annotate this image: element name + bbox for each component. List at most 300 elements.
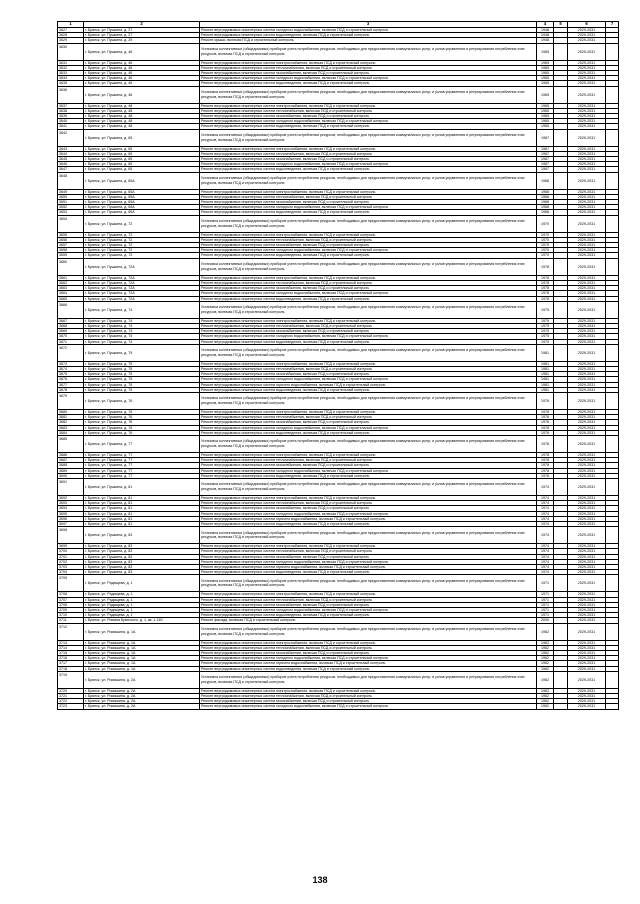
row-number-cell: 3633 <box>58 71 84 76</box>
work-description-cell: Ремонт внутридомовых инженерных систем теплоснабжения, включая ПСД и строительный контроль <box>200 645 537 650</box>
period-cell: 2029-2031 <box>568 608 606 613</box>
build-year-cell: 1967 <box>537 162 554 167</box>
build-year-cell: 1976 <box>537 409 554 414</box>
build-year-cell: 1970 <box>537 215 554 232</box>
period-cell: 2029-2031 <box>568 28 606 33</box>
address-cell: г. Брянск, ул. Пушкина, д. 74 <box>84 339 200 344</box>
period-cell: 2029-2031 <box>568 232 606 237</box>
address-cell: г. Брянск, ул. Пушкина, д. 76 <box>84 415 200 420</box>
row-number-cell: 3663 <box>58 286 84 291</box>
row-number-cell: 3710 <box>58 613 84 618</box>
work-description-cell: Установка коллективных (общедомовых) приборов учета потребления ресурсов, необходимых для предоставления коммунальных услуг, и узлов управления и регулирования потребления этих ресурсов, включая ПСД и строительный контроль <box>200 478 537 495</box>
period-cell: 2029-2031 <box>568 645 606 650</box>
work-description-cell: Ремонт внутридомовых инженерных систем газоснабжения, включая ПСД и строительный контроль <box>200 602 537 607</box>
build-year-cell: 1967 <box>537 167 554 172</box>
row-number-cell: 3718 <box>58 666 84 671</box>
work-description-cell: Ремонт внутридомовых инженерных систем холодного водоснабжения, включая ПСД и строительный контроль <box>200 559 537 564</box>
address-cell: г. Брянск, ул. Пушкина, д. 76 <box>84 425 200 430</box>
row-number-cell: 3631 <box>58 60 84 65</box>
period-cell: 2029-2031 <box>568 361 606 366</box>
work-description-cell: Установка коллективных (общедомовых) приборов учета потребления ресурсов, необходимых для предоставления коммунальных услуг, и узлов управления и регулирования потребления этих ресурсов, включая ПСД и строительный контроль <box>200 623 537 640</box>
work-description-cell: Ремонт внутридомовых инженерных систем водоотведения, включая ПСД и строительный контроль <box>200 167 537 172</box>
address-cell: г. Брянск, ул. Ромашина, д. 1А <box>84 640 200 645</box>
build-year-cell: 1976 <box>537 430 554 435</box>
build-year-cell: 1976 <box>537 392 554 409</box>
row-number-cell: 3685 <box>58 435 84 452</box>
build-year-cell: 1965 <box>537 76 554 81</box>
period-cell: 2029-2031 <box>568 60 606 65</box>
row-number-cell: 3665 <box>58 296 84 301</box>
build-year-cell: 1971 <box>537 602 554 607</box>
build-year-cell: 1965 <box>537 119 554 124</box>
build-year-cell: 1968 <box>537 205 554 210</box>
row-number-cell: 3656 <box>58 237 84 242</box>
period-cell: 2029-2031 <box>568 618 606 623</box>
table-row <box>58 301 619 318</box>
period-cell: 2029-2031 <box>568 296 606 301</box>
row-number-cell: 3673 <box>58 361 84 366</box>
period-cell: 2029-2031 <box>568 452 606 457</box>
address-cell: г. Брянск, ул. Пушкина, д. 72 <box>84 253 200 258</box>
build-year-cell: 1981 <box>537 387 554 392</box>
period-cell: 2029-2031 <box>568 597 606 602</box>
row-number-cell: 3667 <box>58 318 84 323</box>
row-number-cell: 3670 <box>58 334 84 339</box>
row-number-cell: 3723 <box>58 704 84 709</box>
row-number-cell: 3682 <box>58 420 84 425</box>
work-description-cell: Установка коллективных (общедомовых) приборов учета потребления ресурсов, необходимых для предоставления коммунальных услуг, и узлов управления и регулирования потребления этих ресурсов, включая ПСД и строительный контроль <box>200 344 537 361</box>
build-year-cell: 1962 <box>537 694 554 699</box>
period-cell: 2029-2031 <box>568 430 606 435</box>
work-description-cell: Установка коллективных (общедомовых) приборов учета потребления ресурсов, необходимых для предоставления коммунальных услуг, и узлов управления и регулирования потребления этих ресурсов, включая ПСД и строительный контроль <box>200 435 537 452</box>
row-number-cell: 3709 <box>58 608 84 613</box>
address-cell: г. Брянск, ул. Пушкина, д. 81 <box>84 506 200 511</box>
period-cell: 2029-2031 <box>568 157 606 162</box>
work-description-cell: Ремонт внутридомовых инженерных систем холодного водоснабжения, включая ПСД и строительный контроль <box>200 704 537 709</box>
table-row <box>58 704 619 709</box>
address-cell: г. Брянск, ул. Пушкина, д. 74 <box>84 334 200 339</box>
work-description-cell: Ремонт внутридомовых инженерных систем водоотведения, включая ПСД и строительный контроль <box>200 210 537 215</box>
address-cell: г. Брянск, ул. Пушкина, д. 83 <box>84 549 200 554</box>
row-number-cell: 3711 <box>58 618 84 623</box>
period-cell: 2029-2031 <box>568 237 606 242</box>
build-year-cell: 1965 <box>537 71 554 76</box>
col-5-cell <box>554 215 568 232</box>
address-cell: г. Брянск, ул. Пушкина, д. 77 <box>84 452 200 457</box>
build-year-cell: 1974 <box>537 516 554 521</box>
col-5-cell <box>554 478 568 495</box>
address-cell: г. Брянск, ул. Пушкина, д. 72 <box>84 248 200 253</box>
period-cell: 2029-2031 <box>568 425 606 430</box>
address-cell: г. Брянск, ул. Радищева, д. 1 <box>84 602 200 607</box>
address-cell: г. Брянск, ул. Пушкина, д. 81 <box>84 516 200 521</box>
period-cell: 2029-2031 <box>568 162 606 167</box>
table-row <box>58 478 619 495</box>
row-number-cell: 3666 <box>58 301 84 318</box>
build-year-cell: 1968 <box>537 200 554 205</box>
build-year-cell: 1965 <box>537 108 554 113</box>
address-cell: г. Брянск, ул. Пушкина, д. 46 <box>84 81 200 86</box>
period-cell: 2029-2031 <box>568 329 606 334</box>
build-year-cell: 1978 <box>537 463 554 468</box>
col-7-cell <box>606 623 619 640</box>
work-description-cell: Ремонт внутридомовых инженерных систем газоснабжения, включая ПСД и строительный контроль <box>200 463 537 468</box>
address-cell: г. Брянск, ул. Пушкина, д. 65 <box>84 157 200 162</box>
work-description-cell: Ремонт внутридомовых инженерных систем водоотведения, включая ПСД и строительный контроль <box>200 570 537 575</box>
address-cell: г. Брянск, ул. Пушкина, д. 48 <box>84 119 200 124</box>
work-description-cell: Установка коллективных (общедомовых) приборов учета потребления ресурсов, необходимых для предоставления коммунальных услуг, и узлов управления и регулирования потребления этих ресурсов, включая ПСД и строительный контроль <box>200 301 537 318</box>
work-description-cell: Ремонт внутридомовых инженерных систем холодного водоснабжения, включая ПСД и строительный контроль <box>200 205 537 210</box>
table-row <box>58 344 619 361</box>
col-header-7: 7 <box>606 22 619 28</box>
build-year-cell: 1978 <box>537 452 554 457</box>
work-description-cell: Ремонт внутридомовых инженерных систем холодного водоснабжения, включая ПСД и строительный контроль <box>200 656 537 661</box>
work-description-cell: Ремонт внутридомовых инженерных систем газоснабжения, включая ПСД и строительный контроль <box>200 420 537 425</box>
period-cell: 2029-2031 <box>568 71 606 76</box>
period-cell: 2029-2031 <box>568 473 606 478</box>
work-description-cell: Установка коллективных (общедомовых) приборов учета потребления ресурсов, необходимых для предоставления коммунальных услуг, и узлов управления и регулирования потребления этих ресурсов, включая ПСД и строительный контроль <box>200 575 537 592</box>
build-year-cell: 1981 <box>537 382 554 387</box>
row-number-cell: 3653 <box>58 210 84 215</box>
period-cell: 2029-2031 <box>568 661 606 666</box>
period-cell: 2029-2031 <box>568 258 606 275</box>
row-number-cell: 3649 <box>58 189 84 194</box>
address-cell: г. Брянск, ул. Пушкина, д. 72 <box>84 243 200 248</box>
work-description-cell: Ремонт внутридомовых инженерных систем горячего водоснабжения, включая ПСД и строительный контроль <box>200 382 537 387</box>
build-year-cell: 1971 <box>537 608 554 613</box>
col-7-cell <box>606 435 619 452</box>
address-cell: г. Брянск, ул. Радищева, д. 1 <box>84 597 200 602</box>
address-cell: г. Брянск, ул. Пушкина, д. 75 <box>84 361 200 366</box>
row-number-cell: 3647 <box>58 167 84 172</box>
address-cell: г. Брянск, ул. Пушкина, д. 48 <box>84 108 200 113</box>
build-year-cell: 1962 <box>537 704 554 709</box>
row-number-cell: 3654 <box>58 215 84 232</box>
col-7-cell <box>606 43 619 60</box>
work-description-cell: Установка коллективных (общедомовых) приборов учета потребления ресурсов, необходимых для предоставления коммунальных услуг, и узлов управления и регулирования потребления этих ресурсов, включая ПСД и строительный контроль <box>200 172 537 189</box>
address-cell: г. Брянск, ул. Романа Брянского, д. 1, кв. 1-160 <box>84 618 200 623</box>
address-cell: г. Брянск, ул. Пушкина, д. 81 <box>84 511 200 516</box>
row-number-cell: 3698 <box>58 527 84 544</box>
address-cell: г. Брянск, ул. Ромашина, д. 1А <box>84 656 200 661</box>
build-year-cell: 1962 <box>537 699 554 704</box>
row-number-cell: 3668 <box>58 323 84 328</box>
address-cell: г. Брянск, ул. Пушкина, д. 72А <box>84 280 200 285</box>
build-year-cell: 1974 <box>537 501 554 506</box>
period-cell: 2029-2031 <box>568 172 606 189</box>
build-year-cell: 1948 <box>537 28 554 33</box>
period-cell: 2029-2031 <box>568 372 606 377</box>
row-number-cell: 3688 <box>58 463 84 468</box>
build-year-cell: 1974 <box>537 565 554 570</box>
work-description-cell: Ремонт внутридомовых инженерных систем теплоснабжения, включая ПСД и строительный контроль <box>200 280 537 285</box>
build-year-cell: 1965 <box>537 81 554 86</box>
address-cell: г. Брянск, ул. Пушкина, д. 72А <box>84 296 200 301</box>
work-description-cell: Ремонт внутридомовых инженерных систем теплоснабжения, включая ПСД и строительный контроль <box>200 458 537 463</box>
address-cell: г. Брянск, ул. Пушкина, д. 77 <box>84 435 200 452</box>
row-number-cell: 3675 <box>58 372 84 377</box>
build-year-cell: 1962 <box>537 645 554 650</box>
period-cell: 2029-2031 <box>568 699 606 704</box>
address-cell: г. Брянск, ул. Пушкина, д. 76 <box>84 420 200 425</box>
row-number-cell: 3717 <box>58 661 84 666</box>
period-cell: 2029-2031 <box>568 334 606 339</box>
row-number-cell: 3719 <box>58 671 84 688</box>
row-number-cell: 3650 <box>58 194 84 199</box>
period-cell: 2029-2031 <box>568 377 606 382</box>
work-description-cell: Ремонт внутридомовых инженерных систем электроснабжения, включая ПСД и строительный контроль <box>200 688 537 693</box>
row-number-cell: 3680 <box>58 409 84 414</box>
row-number-cell: 3690 <box>58 473 84 478</box>
address-cell: г. Брянск, ул. Пушкина, д. 76 <box>84 392 200 409</box>
build-year-cell: 1962 <box>537 671 554 688</box>
row-number-cell: 3661 <box>58 275 84 280</box>
build-year-cell: 1975 <box>537 323 554 328</box>
work-description-cell: Ремонт внутридомовых инженерных систем электроснабжения, включая ПСД и строительный контроль <box>200 103 537 108</box>
address-cell: г. Брянск, ул. Ромашина, д. 1А <box>84 623 200 640</box>
work-description-cell: Ремонт внутридомовых инженерных систем теплоснабжения, включая ПСД и строительный контроль <box>200 194 537 199</box>
table-row <box>58 392 619 409</box>
address-cell: г. Брянск, ул. Пушкина, д. 72 <box>84 232 200 237</box>
work-description-cell: Ремонт внутридомовых инженерных систем теплоснабжения, включая ПСД и строительный контроль <box>200 65 537 70</box>
period-cell: 2029-2031 <box>568 280 606 285</box>
period-cell: 2029-2031 <box>568 382 606 387</box>
row-number-cell: 3722 <box>58 699 84 704</box>
build-year-cell: 1967 <box>537 157 554 162</box>
work-description-cell: Ремонт внутридомовых инженерных систем газоснабжения, включая ПСД и строительный контроль <box>200 157 537 162</box>
period-cell: 2029-2031 <box>568 323 606 328</box>
row-number-cell: 3703 <box>58 565 84 570</box>
col-5-cell <box>554 527 568 544</box>
row-number-cell: 3655 <box>58 232 84 237</box>
work-description-cell: Ремонт внутридомовых инженерных систем газоснабжения, включая ПСД и строительный контроль <box>200 114 537 119</box>
period-cell: 2029-2031 <box>568 253 606 258</box>
address-cell: г. Брянск, ул. Пушкина, д. 65 <box>84 146 200 151</box>
build-year-cell: 1970 <box>537 243 554 248</box>
row-number-cell: 3700 <box>58 549 84 554</box>
work-description-cell: Ремонт внутридомовых инженерных систем электроснабжения, включая ПСД и строительный контроль <box>200 275 537 280</box>
period-cell: 2029-2031 <box>568 215 606 232</box>
period-cell: 2029-2031 <box>568 554 606 559</box>
row-number-cell: 3679 <box>58 392 84 409</box>
work-description-cell: Ремонт внутридомовых инженерных систем газоснабжения, включая ПСД и строительный контроль <box>200 71 537 76</box>
address-cell: г. Брянск, ул. Пушкина, д. 77 <box>84 468 200 473</box>
build-year-cell: 1970 <box>537 253 554 258</box>
row-number-cell: 3628 <box>58 33 84 38</box>
period-cell: 2029-2031 <box>568 458 606 463</box>
build-year-cell: 1974 <box>537 527 554 544</box>
address-cell: г. Брянск, ул. Пушкина, д. 65 <box>84 151 200 156</box>
col-7-cell <box>606 258 619 275</box>
col-7-cell <box>606 129 619 146</box>
period-cell: 2029-2031 <box>568 291 606 296</box>
row-number-cell: 3644 <box>58 151 84 156</box>
work-description-cell: Ремонт внутридомовых инженерных систем теплоснабжения, включая ПСД и строительный контроль <box>200 237 537 242</box>
build-year-cell: 1974 <box>537 495 554 500</box>
address-cell: г. Брянск, ул. Пушкина, д. 83 <box>84 554 200 559</box>
address-cell: г. Брянск, ул. Ромашина, д. 1А <box>84 661 200 666</box>
work-description-cell: Ремонт внутридомовых инженерных систем газоснабжения, включая ПСД и строительный контроль <box>200 554 537 559</box>
work-description-cell: Ремонт внутридомовых инженерных систем водоотведения, включая ПСД и строительный контроль <box>200 253 537 258</box>
row-number-cell: 3707 <box>58 597 84 602</box>
row-number-cell: 3716 <box>58 656 84 661</box>
address-cell: г. Брянск, ул. Пушкина, д. 74 <box>84 301 200 318</box>
col-5-cell <box>554 129 568 146</box>
period-cell: 2029-2031 <box>568 527 606 544</box>
build-year-cell: 1965 <box>537 103 554 108</box>
period-cell: 2029-2031 <box>568 339 606 344</box>
build-year-cell: 1970 <box>537 232 554 237</box>
build-year-cell: 1962 <box>537 661 554 666</box>
address-cell: г. Брянск, ул. Пушкина, д. 75 <box>84 377 200 382</box>
row-number-cell: 3627 <box>58 28 84 33</box>
row-number-cell: 3714 <box>58 645 84 650</box>
period-cell: 2029-2031 <box>568 167 606 172</box>
period-cell: 2029-2031 <box>568 478 606 495</box>
row-number-cell: 3678 <box>58 387 84 392</box>
col-7-cell <box>606 671 619 688</box>
build-year-cell: 1948 <box>537 38 554 43</box>
address-cell: г. Брянск, ул. Пушкина, д. 65 <box>84 167 200 172</box>
period-cell: 2029-2031 <box>568 189 606 194</box>
period-cell: 2029-2031 <box>568 65 606 70</box>
period-cell: 2029-2031 <box>568 200 606 205</box>
address-cell: г. Брянск, ул. Пушкина, д. 75 <box>84 344 200 361</box>
build-year-cell: 1981 <box>537 366 554 371</box>
build-year-cell: 1978 <box>537 280 554 285</box>
period-cell: 2029-2031 <box>568 671 606 688</box>
period-cell: 2029-2031 <box>568 623 606 640</box>
col-7-cell <box>606 344 619 361</box>
row-number-cell: 3669 <box>58 329 84 334</box>
work-description-cell: Ремонт внутридомовых инженерных систем газоснабжения, включая ПСД и строительный контроль <box>200 699 537 704</box>
build-year-cell: 1962 <box>537 656 554 661</box>
period-cell: 2029-2031 <box>568 119 606 124</box>
address-cell: г. Брянск, ул. Пушкина, д. 83 <box>84 527 200 544</box>
period-cell: 2029-2031 <box>568 129 606 146</box>
period-cell: 2029-2031 <box>568 108 606 113</box>
work-description-cell: Ремонт внутридомовых инженерных систем теплоснабжения, включая ПСД и строительный контроль <box>200 549 537 554</box>
period-cell: 2029-2031 <box>568 420 606 425</box>
row-number-cell: 3638 <box>58 108 84 113</box>
period-cell: 2029-2031 <box>568 468 606 473</box>
period-cell: 2029-2031 <box>568 592 606 597</box>
work-description-cell: Ремонт внутридомовых инженерных систем холодного водоснабжения, включая ПСД и строительный контроль <box>200 291 537 296</box>
work-description-cell: Ремонт внутридомовых инженерных систем электроснабжения, включая ПСД и строительный контроль <box>200 232 537 237</box>
build-year-cell: 1962 <box>537 651 554 656</box>
address-cell: г. Брянск, ул. Пушкина, д. 27 <box>84 28 200 33</box>
row-number-cell: 3629 <box>58 38 84 43</box>
row-number-cell: 3664 <box>58 291 84 296</box>
build-year-cell: 1976 <box>537 420 554 425</box>
col-5-cell <box>554 344 568 361</box>
address-cell: г. Брянск, ул. Пушкина, д. 46 <box>84 43 200 60</box>
address-cell: г. Брянск, ул. Пушкина, д. 83 <box>84 570 200 575</box>
row-number-cell: 3648 <box>58 172 84 189</box>
period-cell: 2029-2031 <box>568 559 606 564</box>
address-cell: г. Брянск, ул. Пушкина, д. 65А <box>84 200 200 205</box>
build-year-cell: 1978 <box>537 473 554 478</box>
work-description-cell: Ремонт внутридомовых инженерных систем холодного водоснабжения, включая ПСД и строительный контроль <box>200 334 537 339</box>
address-cell: г. Брянск, ул. Пушкина, д. 74 <box>84 318 200 323</box>
build-year-cell: 1981 <box>537 344 554 361</box>
period-cell: 2029-2031 <box>568 33 606 38</box>
build-year-cell: 1978 <box>537 258 554 275</box>
period-cell: 2029-2031 <box>568 501 606 506</box>
build-year-cell: 1974 <box>537 544 554 549</box>
row-number-cell: 3640 <box>58 119 84 124</box>
build-year-cell: 1981 <box>537 361 554 366</box>
row-number-cell: 3657 <box>58 243 84 248</box>
work-description-cell: Ремонт внутридомовых инженерных систем водоотведения, включая ПСД и строительный контроль <box>200 33 537 38</box>
row-number-cell: 3696 <box>58 516 84 521</box>
address-cell: г. Брянск, ул. Пушкина, д. 27 <box>84 33 200 38</box>
address-cell: г. Брянск, ул. Пушкина, д. 65А <box>84 194 200 199</box>
address-cell: г. Брянск, ул. Пушкина, д. 46 <box>84 76 200 81</box>
page-number: 138 <box>312 875 328 885</box>
work-description-cell: Ремонт внутридомовых инженерных систем водоотведения, включая ПСД и строительный контроль <box>200 613 537 618</box>
work-description-cell: Ремонт внутридомовых инженерных систем газоснабжения, включая ПСД и строительный контроль <box>200 372 537 377</box>
table-row <box>58 671 619 688</box>
work-description-cell: Ремонт внутридомовых инженерных систем водоотведения, включая ПСД и строительный контроль <box>200 387 537 392</box>
build-year-cell: 1962 <box>537 688 554 693</box>
period-cell: 2029-2031 <box>568 666 606 671</box>
period-cell: 2029-2031 <box>568 575 606 592</box>
address-cell: г. Брянск, ул. Пушкина, д. 77 <box>84 463 200 468</box>
work-description-cell: Ремонт внутридомовых инженерных систем газоснабжения, включая ПСД и строительный контроль <box>200 506 537 511</box>
table-row <box>58 435 619 452</box>
period-cell: 2029-2031 <box>568 392 606 409</box>
work-description-cell: Ремонт внутридомовых инженерных систем водоотведения, включая ПСД и строительный контроль <box>200 521 537 526</box>
address-cell: г. Брянск, ул. Пушкина, д. 65А <box>84 210 200 215</box>
address-cell: г. Брянск, ул. Радищева, д. 1 <box>84 613 200 618</box>
col-5-cell <box>554 43 568 60</box>
build-year-cell: 1976 <box>537 425 554 430</box>
row-number-cell: 3683 <box>58 425 84 430</box>
build-year-cell: 1978 <box>537 435 554 452</box>
work-description-cell: Ремонт внутридомовых инженерных систем водоотведения, включая ПСД и строительный контроль <box>200 339 537 344</box>
build-year-cell: 1965 <box>537 60 554 65</box>
row-number-cell: 3637 <box>58 103 84 108</box>
row-number-cell: 3713 <box>58 640 84 645</box>
work-description-cell: Ремонт внутридомовых инженерных систем электроснабжения, включая ПСД и строительный контроль <box>200 409 537 414</box>
address-cell: г. Брянск, ул. Пушкина, д. 76 <box>84 409 200 414</box>
work-description-cell: Ремонт внутридомовых инженерных систем электроснабжения, включая ПСД и строительный контроль <box>200 60 537 65</box>
row-number-cell: 3691 <box>58 478 84 495</box>
address-cell: г. Брянск, ул. Пушкина, д. 48 <box>84 114 200 119</box>
period-cell: 2029-2031 <box>568 146 606 151</box>
row-number-cell: 3706 <box>58 592 84 597</box>
col-5-cell <box>554 392 568 409</box>
address-cell: г. Брянск, ул. Пушкина, д. 75 <box>84 372 200 377</box>
repair-schedule-sheet <box>57 21 618 710</box>
work-description-cell: Ремонт внутридомовых инженерных систем холодного водоснабжения, включая ПСД и строительный контроль <box>200 511 537 516</box>
work-description-cell: Ремонт внутридомовых инженерных систем водоотведения, включая ПСД и строительный контроль <box>200 666 537 671</box>
period-cell: 2029-2031 <box>568 651 606 656</box>
address-cell: г. Брянск, ул. Пушкина, д. 75 <box>84 387 200 392</box>
period-cell: 2029-2031 <box>568 521 606 526</box>
row-number-cell: 3635 <box>58 81 84 86</box>
work-description-cell: Ремонт внутридомовых инженерных систем холодного водоснабжения, включая ПСД и строительный контроль <box>200 76 537 81</box>
build-year-cell: 1968 <box>537 210 554 215</box>
work-description-cell: Ремонт внутридомовых инженерных систем электроснабжения, включая ПСД и строительный контроль <box>200 640 537 645</box>
work-description-cell: Ремонт внутридомовых инженерных систем горячего водоснабжения, включая ПСД и строительный контроль <box>200 516 537 521</box>
row-number-cell: 3646 <box>58 162 84 167</box>
build-year-cell: 1974 <box>537 506 554 511</box>
address-cell: г. Брянск, ул. Пушкина, д. 83 <box>84 559 200 564</box>
work-description-cell: Ремонт внутридомовых инженерных систем холодного водоснабжения, включая ПСД и строительный контроль <box>200 425 537 430</box>
col-5-cell <box>554 86 568 103</box>
